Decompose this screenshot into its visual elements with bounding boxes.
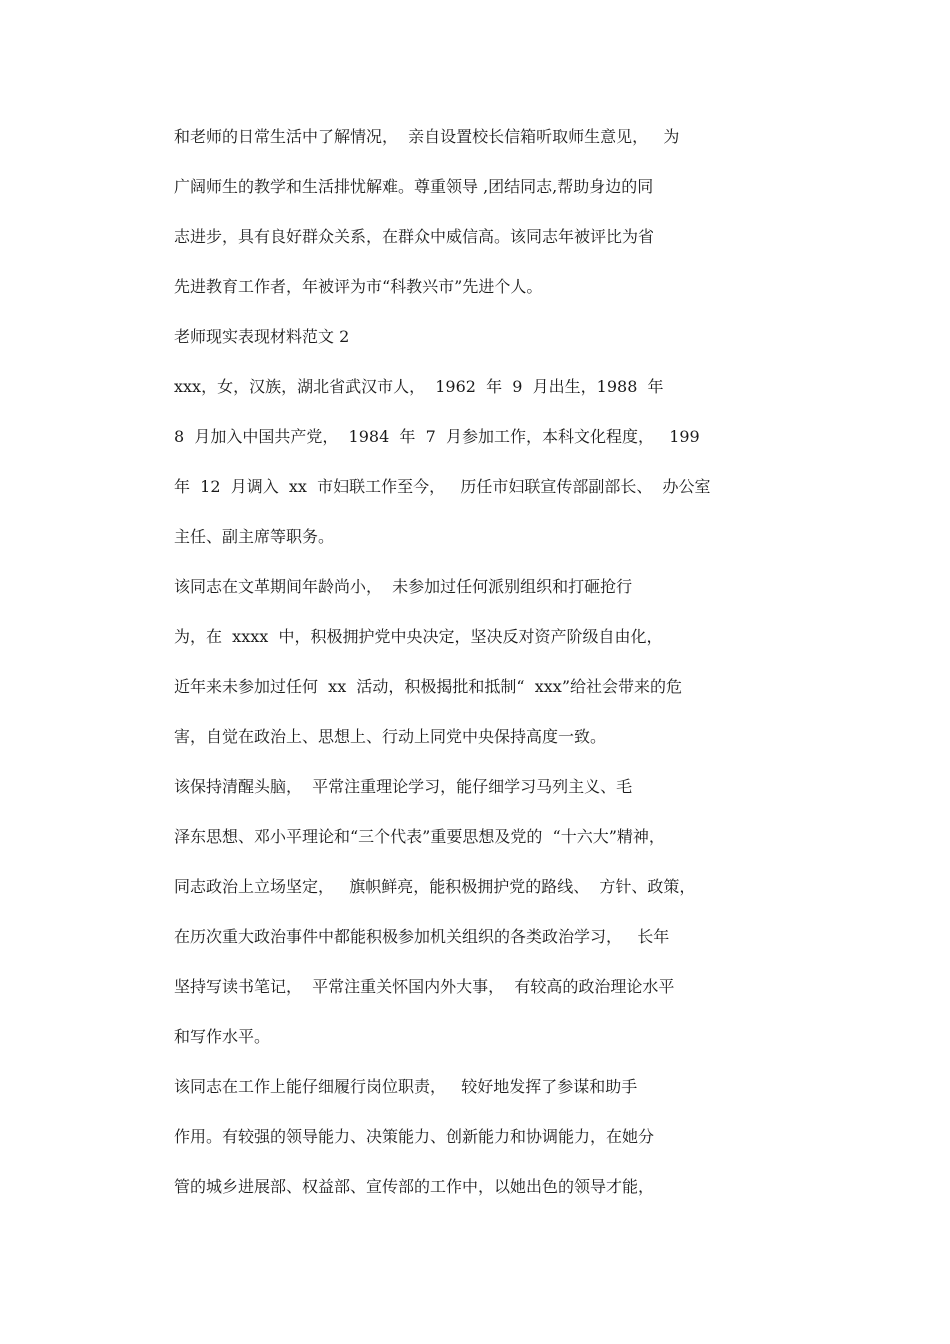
text-line: 该同志在文革期间年龄尚小， 未参加过任何派别组织和打砸抢行 <box>174 577 633 596</box>
text-line: 坚持写读书笔记， 平常注重关怀国内外大事， 有较高的政治理论水平 <box>174 977 675 996</box>
text-line: 志进步，具有良好群众关系，在群众中威信高。该同志年被评比为省 <box>174 227 655 246</box>
section-heading: 老师现实表现材料范文 2 <box>174 327 350 346</box>
text-line: xxx，女，汉族，湖北省武汉市人， 1962 年 9 月出生，1988 年 <box>174 377 664 396</box>
text-line: 和写作水平。 <box>174 1027 271 1046</box>
text-line: 该同志在工作上能仔细履行岗位职责， 较好地发挥了参谋和助手 <box>174 1077 638 1096</box>
text-line: 在历次重大政治事件中都能积极参加机关组织的各类政治学习， 长年 <box>174 927 670 946</box>
text-line: 近年来未参加过任何 xx 活动，积极揭批和抵制“ xxx”给社会带来的危 <box>174 677 682 696</box>
text-line: 为，在 xxxx 中，积极拥护党中央决定，坚决反对资产阶级自由化， <box>174 627 663 646</box>
text-line: 主任、副主席等职务。 <box>174 527 335 546</box>
text-line: 先进教育工作者，年被评为市“科教兴市”先进个人。 <box>174 277 543 296</box>
text-line: 作用。有较强的领导能力、决策能力、创新能力和协调能力，在她分 <box>174 1127 655 1146</box>
text-line: 年 12 月调入 xx 市妇联工作至今， 历任市妇联宣传部副部长、 办公室 <box>174 477 711 496</box>
text-line: 该保持清醒头脑， 平常注重理论学习，能仔细学习马列主义、毛 <box>174 777 633 796</box>
text-line: 同志政治上立场坚定， 旗帜鲜亮，能积极拥护党的路线、 方针、政策， <box>174 877 696 896</box>
document-body <box>174 124 734 1224</box>
text-line: 和老师的日常生活中了解情况， 亲自设置校长信箱听取师生意见， 为 <box>174 127 680 146</box>
text-line: 害，自觉在政治上、思想上、行动上同党中央保持高度一致。 <box>174 727 607 746</box>
text-line: 广阔师生的教学和生活排忧解难。尊重领导 ,团结同志,帮助身边的同 <box>174 177 654 196</box>
text-line: 8 月加入中国共产党， 1984 年 7 月参加工作，本科文化程度， 199 <box>174 427 700 446</box>
text-line: 管的城乡进展部、权益部、宣传部的工作中，以她出色的领导才能， <box>174 1177 655 1196</box>
text-line: 泽东思想、邓小平理论和“三个代表”重要思想及党的 “十六大”精神， <box>174 827 665 846</box>
